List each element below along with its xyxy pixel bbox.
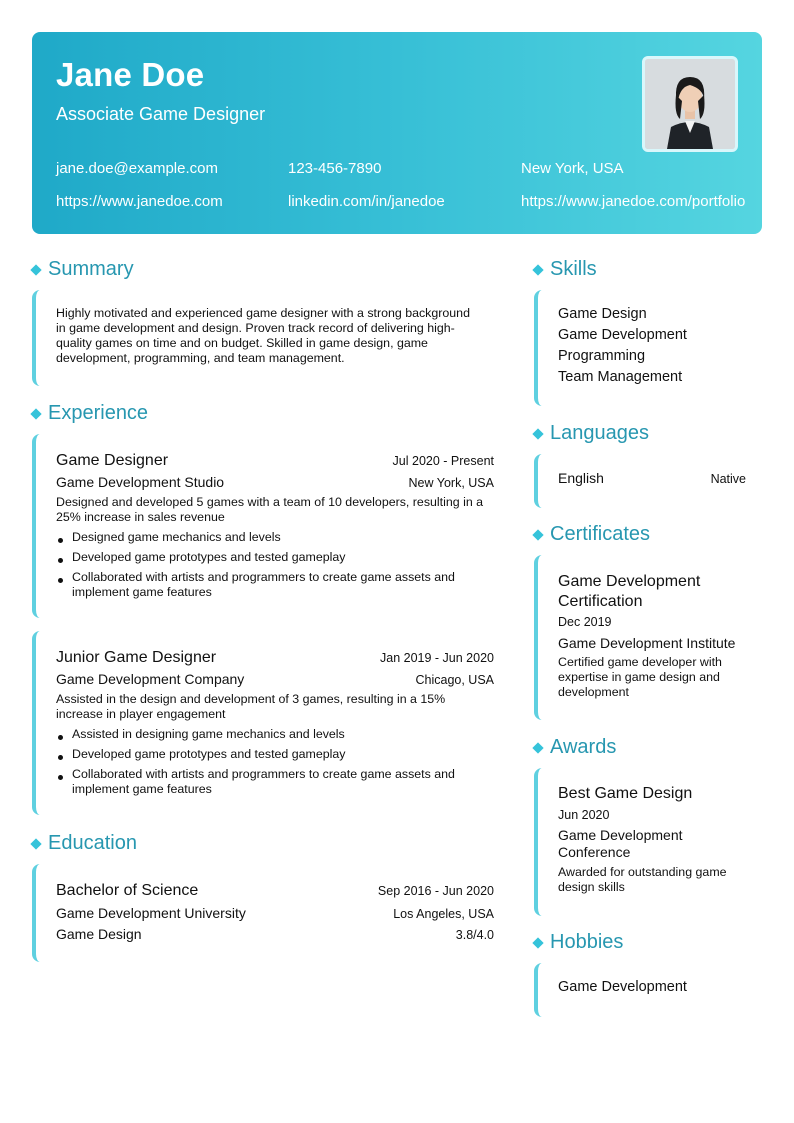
languages-block <box>534 454 746 508</box>
job-dates: Jan 2019 - Jun 2020 <box>380 651 494 665</box>
skills-block <box>534 290 762 406</box>
certificate-date: Dec 2019 <box>558 615 612 629</box>
award-issuer: Game Development Conference <box>558 827 683 860</box>
resume-header <box>32 32 762 234</box>
list-item: Designed game mechanics and levels <box>56 530 494 545</box>
field-of-study: Game Design <box>56 926 142 942</box>
school-name: Game Development University <box>56 905 246 921</box>
award-entry <box>534 768 746 916</box>
list-item: Collaborated with artists and programmers to create game assets and implement game features <box>56 570 494 600</box>
list-item: Developed game prototypes and tested gameplay <box>56 747 494 762</box>
job-title: Junior Game Designer <box>56 649 217 666</box>
education-dates: Sep 2016 - Jun 2020 <box>377 884 494 898</box>
summary-section-title: Summary <box>30 258 134 281</box>
education-entry <box>32 864 494 962</box>
skills-section-title: Skills <box>532 258 597 281</box>
linkedin-link[interactable]: linkedin.com/in/janedoe <box>288 193 445 210</box>
portfolio-link[interactable]: https://www.janedoe.com/portfolio <box>521 193 746 210</box>
job-dates: Jul 2020 - Present <box>392 454 494 468</box>
language-level: Native <box>710 472 746 486</box>
job-entry <box>32 434 494 618</box>
person-photo-icon <box>645 59 735 149</box>
diamond-icon <box>532 264 543 275</box>
summary-text: Highly motivated and experienced game designer with a strong background in game development and design. Proven track record of delivering high-quality games on time and on budget. Skilled in game design, game development, programming, and team management. <box>56 306 470 365</box>
job-description: Designed and developed 5 games with a team of 10 developers, resulting in a 25% increase in sales revenue <box>56 495 484 524</box>
list-item: Game Development <box>558 327 687 343</box>
languages-section-title: Languages <box>532 422 649 445</box>
degree-title: Bachelor of Science <box>56 882 199 899</box>
list-item: Assisted in designing game mechanics and levels <box>56 727 494 742</box>
job-company: Game Development Studio <box>56 474 225 490</box>
diamond-icon <box>532 529 543 540</box>
hobbies-block <box>534 963 746 1017</box>
list-item: Game Design <box>558 306 647 322</box>
phone-number: 123-456-7890 <box>288 160 382 177</box>
certificates-section-title: Certificates <box>532 523 650 546</box>
job-company: Game Development Company <box>56 671 245 687</box>
hobbies-section-title: Hobbies <box>532 931 623 954</box>
certificate-description: Certified game developer with expertise in game design and development <box>558 655 722 699</box>
award-description: Awarded for outstanding game design skills <box>558 865 727 894</box>
diamond-icon <box>30 838 41 849</box>
job-location: New York, USA <box>408 476 494 490</box>
summary-block <box>32 290 494 386</box>
language-name: English <box>558 470 604 486</box>
list-item: Collaborated with artists and programmers to create game assets and implement game features <box>56 767 494 797</box>
list-item: Game Development <box>558 979 687 995</box>
education-section-title: Education <box>30 832 137 855</box>
list-item: Team Management <box>558 369 683 385</box>
job-bullet-list <box>56 530 494 605</box>
location-text: New York, USA <box>521 160 624 177</box>
award-date: Jun 2020 <box>558 808 610 822</box>
list-item: Developed game prototypes and tested gameplay <box>56 550 494 565</box>
diamond-icon <box>532 742 543 753</box>
award-name: Best Game Design <box>558 785 693 802</box>
job-entry <box>32 631 494 815</box>
gpa-value: 3.8/4.0 <box>455 928 494 942</box>
certificate-entry <box>534 555 746 720</box>
certificate-issuer: Game Development Institute <box>558 635 736 651</box>
email-link[interactable]: jane.doe@example.com <box>56 160 218 177</box>
diamond-icon <box>532 428 543 439</box>
certificate-name: Game Development Certification <box>558 573 701 610</box>
job-location: Chicago, USA <box>415 673 494 687</box>
diamond-icon <box>30 408 41 419</box>
awards-section-title: Awards <box>532 736 616 759</box>
job-bullet-list <box>56 727 494 802</box>
candidate-name: Jane Doe <box>56 56 205 93</box>
diamond-icon <box>30 264 41 275</box>
profile-photo <box>642 56 738 152</box>
school-location: Los Angeles, USA <box>393 907 494 921</box>
website-link[interactable]: https://www.janedoe.com <box>56 193 223 210</box>
list-item: Programming <box>558 348 646 364</box>
job-title: Game Designer <box>56 452 169 469</box>
diamond-icon <box>532 937 543 948</box>
job-description: Assisted in the design and development of 3 games, resulting in a 15% increase in player engagement <box>56 692 446 721</box>
candidate-role: Associate Game Designer <box>56 104 266 124</box>
experience-section-title: Experience <box>30 402 148 425</box>
